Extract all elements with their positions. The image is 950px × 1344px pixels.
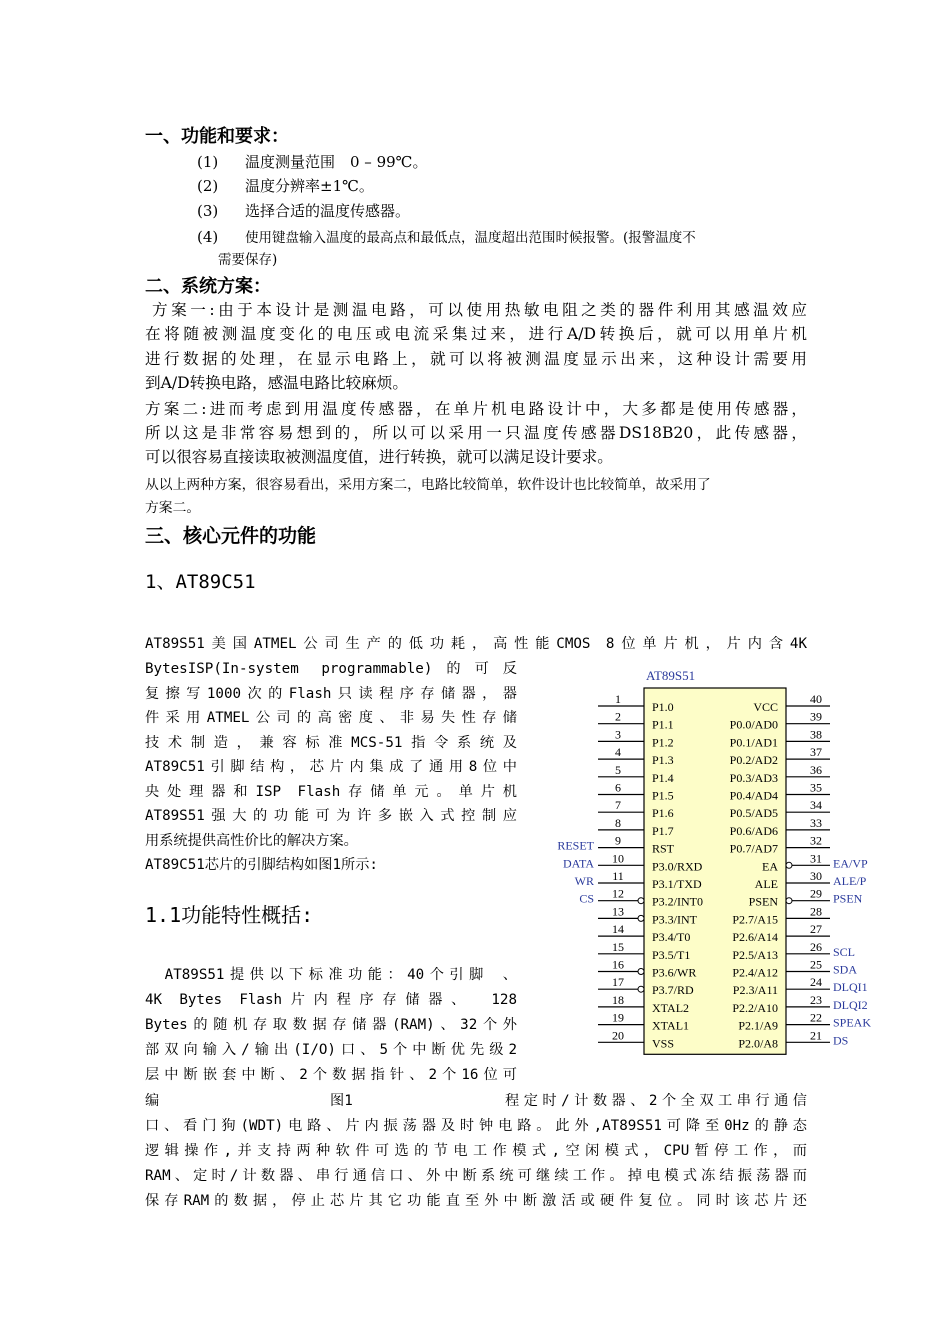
chip-name: AT89S51 <box>646 668 696 683</box>
pin-number: 6 <box>615 780 621 795</box>
requirement-text: 选择合适的温度传感器。 <box>245 202 411 220</box>
intro-line: AT89C51芯片的引脚结构如图1所示: <box>145 857 378 873</box>
feature-line: 保存RAM的数据，停止芯片其它功能直至外中断激活或硬件复位。同时该芯片还 <box>145 1193 807 1209</box>
requirement-4-continued: 需要保存) <box>218 252 278 268</box>
plan2-line: 方案二:进而考虑到用温度传感器，在单片机电路设计中，大多都是使用传感器， <box>145 400 807 418</box>
pin-name: PSEN <box>748 894 778 909</box>
pin-name: P1.5 <box>652 788 674 803</box>
external-signal-label: DLQI1 <box>833 980 868 995</box>
requirement-2 <box>197 175 374 197</box>
pin-number: 25 <box>810 957 822 972</box>
pin-number: 1 <box>615 692 621 706</box>
pin-name: P1.1 <box>652 717 674 732</box>
intro-line: 复擦写1000次的Flash只读程序存储器，器 <box>145 686 517 702</box>
pin-name: ALE <box>754 877 778 891</box>
pin-name: P2.6/A14 <box>732 930 778 945</box>
pin-number: 3 <box>615 727 621 742</box>
pin-number: 31 <box>810 851 822 866</box>
pin-number: 26 <box>810 939 822 954</box>
pin-name: P0.0/AD0 <box>729 717 778 732</box>
feature-line: 4K Bytes Flash片内程序存储器、 128 <box>145 992 517 1008</box>
pin-name: VSS <box>652 1036 675 1051</box>
plan1-line: 在将随被测温度变化的电压或电流采集过来，进行A/D转换后，就可以用单片机 <box>145 325 807 343</box>
intro-line: 央处理器和ISP Flash存储单元。单片机 <box>145 784 517 800</box>
pin-name: P0.7/AD7 <box>729 841 778 856</box>
external-signal-label: PSEN <box>833 891 863 906</box>
pin-name: P1.7 <box>652 823 674 838</box>
pin-number: 18 <box>612 992 624 1007</box>
pin-number: 11 <box>612 869 624 883</box>
pin-number: 8 <box>615 815 621 830</box>
pin-name: P0.6/AD6 <box>729 823 778 838</box>
external-signal-label: DLQI2 <box>833 997 868 1012</box>
external-signal-label: SPEAK <box>833 1015 872 1030</box>
plan2-line: 可以很容易直接读取被测温度值，进行转换，就可以满足设计要求。 <box>145 448 613 466</box>
pin-name: P3.7/RD <box>652 983 694 998</box>
pin-name: P3.0/RXD <box>652 859 703 874</box>
pin-number: 14 <box>612 922 624 937</box>
pin-name: P2.0/A8 <box>738 1036 778 1051</box>
pin-name: P2.1/A9 <box>738 1018 778 1033</box>
pin-number: 17 <box>612 975 624 990</box>
pin-number: 2 <box>615 709 621 724</box>
pin-number: 12 <box>612 886 624 901</box>
external-signal-label: SCL <box>833 944 856 959</box>
pin-name: P0.1/AD1 <box>729 735 778 750</box>
feature-line-right: 程定时/计数器、2个全双工串行通信 <box>505 1093 807 1109</box>
external-signal-label: SDA <box>833 962 858 977</box>
feature-line: 部双向输入/输出(I/O)口、5个中断优先级2 <box>145 1042 517 1058</box>
pin-number: 38 <box>810 727 822 742</box>
pin-number: 35 <box>810 780 822 795</box>
pin-bubble <box>638 915 644 921</box>
requirement-text: 温度测量范围 0 – 99℃。 <box>245 153 428 171</box>
plan1-line: 方案一:由于本设计是测温电路，可以使用热敏电阻之类的器件利用其感温效应 <box>152 301 807 319</box>
external-signal-label: RESET <box>557 838 594 853</box>
requirement-number: (3) <box>197 202 219 220</box>
feature-line-left: 编 <box>145 1093 160 1109</box>
pin-number: 32 <box>810 833 822 848</box>
conclusion-line: 方案二。 <box>145 500 201 516</box>
intro-line: 用系统提供高性价比的解决方案。 <box>145 833 358 849</box>
external-signal-label: ALE/P <box>833 874 867 888</box>
pin-name: P3.6/WR <box>652 965 697 980</box>
intro-line: 件采用ATMEL公司的高密度、非易失性存储 <box>145 710 517 726</box>
figure-caption: 图1 <box>330 1093 353 1109</box>
pin-bubble <box>786 898 792 904</box>
pin-number: 36 <box>810 762 822 777</box>
feature-line: 层中断嵌套中断、2个数据指针、2个16位可 <box>145 1067 517 1083</box>
pin-name: P3.2/INT0 <box>652 894 703 909</box>
feature-line: RAM、定时/计数器、串行通信口、外中断系统可继续工作。掉电模式冻结振荡器而 <box>145 1168 807 1184</box>
pin-name: P2.7/A15 <box>732 912 778 927</box>
pin-number: 39 <box>810 709 822 724</box>
intro-line: AT89C51引脚结构，芯片内集成了通用8位中 <box>145 759 517 775</box>
pin-name: P3.1/TXD <box>652 877 702 891</box>
at89s51-pinout-diagram <box>540 660 880 1060</box>
pin-bubble <box>638 969 644 975</box>
pin-name: P0.5/AD5 <box>729 806 778 821</box>
pin-number: 33 <box>810 815 822 830</box>
pin-number: 40 <box>810 692 822 706</box>
pin-number: 5 <box>615 762 621 777</box>
pin-number: 20 <box>612 1028 624 1043</box>
pin-bubble <box>786 862 792 868</box>
conclusion-line: 从以上两种方案，很容易看出，采用方案二，电路比较简单，软件设计也比较简单，故采用了 <box>145 477 711 493</box>
external-signal-label: EA/VP <box>833 856 868 871</box>
pin-name: P1.2 <box>652 735 674 750</box>
pin-name: P2.2/A10 <box>732 1000 778 1015</box>
pin-number: 13 <box>612 904 624 919</box>
pin-name: P3.4/T0 <box>652 930 691 945</box>
pin-name: P2.5/A13 <box>732 947 778 962</box>
pin-number: 22 <box>810 1010 822 1025</box>
plan1-line: 到A/D转换电路，感温电路比较麻烦。 <box>145 374 408 392</box>
pin-number: 9 <box>615 833 621 848</box>
pin-number: 4 <box>615 745 621 760</box>
pin-number: 15 <box>612 939 624 954</box>
pin-number: 10 <box>612 851 624 866</box>
plan2-line: 所以这是非常容易想到的，所以可以采用一只温度传感器DS18B20，此传感器， <box>145 424 807 442</box>
pin-number: 27 <box>810 922 822 937</box>
pin-name: P3.3/INT <box>652 912 697 927</box>
pin-number: 7 <box>615 798 621 813</box>
feature-line: 逻辑操作,并支持两种软件可选的节电工作模式,空闲模式，CPU暂停工作，而 <box>145 1143 807 1159</box>
intro-line: 技术制造，兼容标准MCS-51指令系统及 <box>145 735 517 751</box>
pin-number: 34 <box>810 798 822 813</box>
pin-name: P0.4/AD4 <box>729 788 778 803</box>
pin-bubble <box>638 986 644 992</box>
pin-name: P0.3/AD3 <box>729 770 778 785</box>
intro-line: BytesISP(In-system programmable)的可反 <box>145 661 517 677</box>
pin-name: P2.4/A12 <box>732 965 778 980</box>
pin-name: P1.4 <box>652 770 674 785</box>
pin-name: P1.6 <box>652 806 674 821</box>
pin-name: P2.3/A11 <box>732 983 778 998</box>
pin-bubble <box>638 898 644 904</box>
pin-name: XTAL1 <box>652 1018 690 1033</box>
pin-name: P0.2/AD2 <box>729 753 778 768</box>
pin-number: 37 <box>810 745 822 760</box>
requirement-number: (2) <box>197 177 219 195</box>
feature-line: 口、看门狗(WDT)电路、片内振荡器及时钟电路。此外,AT89S51可降至0Hz的静态 <box>145 1118 807 1134</box>
pin-name: P1.0 <box>652 700 674 714</box>
pin-name: P3.5/T1 <box>652 947 691 962</box>
section-title-3: 三、核心元件的功能 <box>145 525 317 547</box>
pin-name: P1.3 <box>652 753 674 768</box>
subsection-features: 1.1功能特性概括: <box>145 903 314 927</box>
feature-line: Bytes的随机存取数据存储器(RAM)、32个外 <box>145 1017 517 1033</box>
requirement-1 <box>197 151 427 173</box>
requirement-number: (4) <box>197 228 219 246</box>
requirement-text: 使用键盘输入温度的最高点和最低点，温度超出范围时候报警。(报警温度不 <box>245 230 696 246</box>
section-title-1: 一、功能和要求： <box>145 126 289 147</box>
pin-number: 29 <box>810 886 822 901</box>
pin-name: VCC <box>753 700 778 714</box>
feature-line: AT89S51提供以下标准功能：40个引脚 、 <box>145 967 517 983</box>
intro-line: AT89S51美国ATMEL公司生产的低功耗，高性能CMOS 8位单片机，片内含4K <box>145 636 807 652</box>
plan1-line: 进行数据的处理，在显示电路上，就可以将被测温度显示出来，这种设计需要用 <box>145 350 807 368</box>
pin-number: 19 <box>612 1010 624 1025</box>
pin-number: 24 <box>810 975 822 990</box>
pin-number: 21 <box>810 1028 822 1043</box>
pin-name: XTAL2 <box>652 1000 690 1015</box>
requirement-number: (1) <box>197 153 219 171</box>
requirement-3 <box>197 200 410 222</box>
pin-number: 28 <box>810 904 822 919</box>
external-signal-label: WR <box>574 874 594 888</box>
section-title-2: 二、系统方案： <box>145 276 271 297</box>
pin-number: 16 <box>612 957 624 972</box>
external-signal-label: CS <box>579 891 594 906</box>
external-signal-label: DS <box>833 1033 849 1048</box>
requirement-text: 温度分辨率±1℃。 <box>245 177 374 195</box>
pin-name: RST <box>652 841 675 856</box>
requirement-4 <box>197 226 696 249</box>
external-signal-label: DATA <box>562 856 594 871</box>
pin-name: EA <box>762 859 778 874</box>
pin-number: 23 <box>810 992 822 1007</box>
pin-number: 30 <box>810 869 822 883</box>
subsection-at89c51: 1、AT89C51 <box>145 571 256 593</box>
intro-line: AT89S51强大的功能可为许多嵌入式控制应 <box>145 808 517 824</box>
